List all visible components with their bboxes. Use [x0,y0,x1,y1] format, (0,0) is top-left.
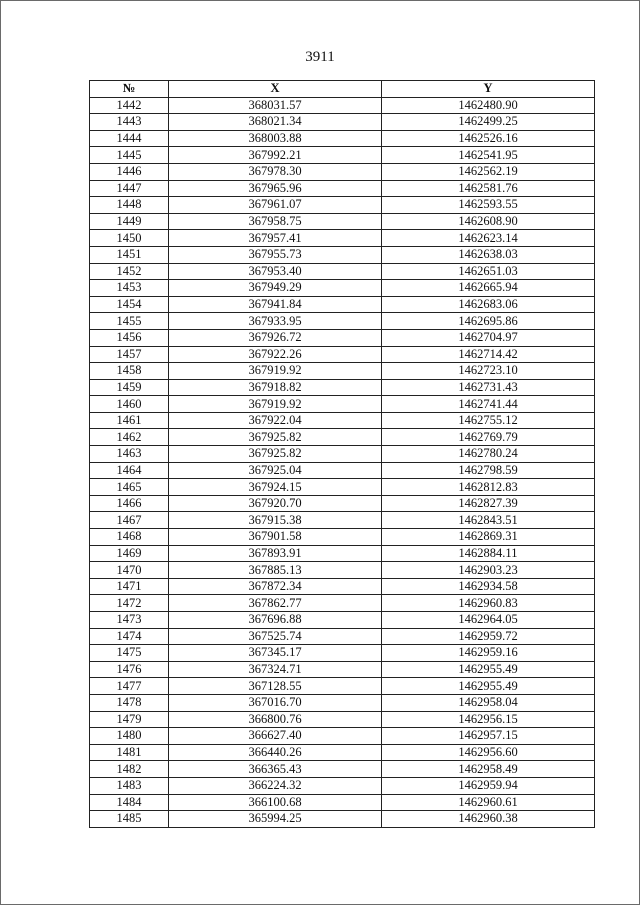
table-row [90,412,595,429]
table-row [90,678,595,695]
cell-x: 367016.70 [169,694,382,711]
cell-y: 1462714.42 [382,346,595,363]
cell-number: 1482 [90,761,169,778]
cell-y: 1462704.97 [382,329,595,346]
table-row [90,628,595,645]
cell-x: 366627.40 [169,728,382,745]
header-number: № [90,81,169,98]
cell-y: 1462541.95 [382,147,595,164]
cell-x: 367345.17 [169,645,382,662]
cell-y: 1462731.43 [382,379,595,396]
cell-number: 1471 [90,578,169,595]
table-row [90,163,595,180]
cell-x: 365994.25 [169,811,382,828]
header-x: X [169,81,382,98]
table-row [90,396,595,413]
table-row [90,462,595,479]
cell-y: 1462960.61 [382,794,595,811]
coordinates-table [89,80,595,828]
cell-y: 1462665.94 [382,280,595,297]
cell-y: 1462960.83 [382,595,595,612]
cell-y: 1462957.15 [382,728,595,745]
cell-number: 1474 [90,628,169,645]
cell-x: 366224.32 [169,777,382,794]
page-number: 3911 [305,49,335,65]
cell-x: 367949.29 [169,280,382,297]
table-row [90,246,595,263]
cell-x: 367965.96 [169,180,382,197]
cell-x: 367525.74 [169,628,382,645]
cell-x: 367978.30 [169,163,382,180]
cell-x: 368003.88 [169,130,382,147]
cell-number: 1453 [90,280,169,297]
cell-number: 1473 [90,612,169,629]
cell-number: 1446 [90,163,169,180]
cell-x: 367933.95 [169,313,382,330]
table-row [90,694,595,711]
cell-x: 366800.76 [169,711,382,728]
cell-y: 1462903.23 [382,562,595,579]
cell-number: 1477 [90,678,169,695]
cell-number: 1480 [90,728,169,745]
cell-y: 1462608.90 [382,213,595,230]
cell-x: 367992.21 [169,147,382,164]
table-row [90,529,595,546]
cell-number: 1449 [90,213,169,230]
table-row [90,612,595,629]
cell-x: 367919.92 [169,363,382,380]
cell-x: 367958.75 [169,213,382,230]
cell-y: 1462638.03 [382,246,595,263]
cell-y: 1462741.44 [382,396,595,413]
cell-x: 367324.71 [169,661,382,678]
cell-number: 1456 [90,329,169,346]
cell-y: 1462499.25 [382,114,595,131]
table-header-row [90,81,595,98]
cell-x: 368021.34 [169,114,382,131]
cell-y: 1462526.16 [382,130,595,147]
cell-number: 1455 [90,313,169,330]
table-row [90,744,595,761]
table-row [90,761,595,778]
cell-y: 1462695.86 [382,313,595,330]
cell-x: 367901.58 [169,529,382,546]
cell-y: 1462934.58 [382,578,595,595]
table-row [90,296,595,313]
table-row [90,578,595,595]
cell-x: 367872.34 [169,578,382,595]
cell-number: 1475 [90,645,169,662]
cell-y: 1462955.49 [382,661,595,678]
cell-x: 368031.57 [169,97,382,114]
table-row [90,130,595,147]
cell-y: 1462723.10 [382,363,595,380]
cell-y: 1462827.39 [382,495,595,512]
cell-number: 1478 [90,694,169,711]
table-row [90,479,595,496]
cell-y: 1462959.72 [382,628,595,645]
cell-number: 1460 [90,396,169,413]
table-row [90,645,595,662]
table-row [90,595,595,612]
table-row [90,562,595,579]
cell-number: 1444 [90,130,169,147]
cell-number: 1448 [90,197,169,214]
cell-number: 1443 [90,114,169,131]
cell-x: 367696.88 [169,612,382,629]
cell-number: 1483 [90,777,169,794]
cell-x: 367953.40 [169,263,382,280]
table-row [90,180,595,197]
cell-number: 1467 [90,512,169,529]
table-row [90,213,595,230]
cell-number: 1457 [90,346,169,363]
cell-x: 367941.84 [169,296,382,313]
cell-y: 1462956.15 [382,711,595,728]
cell-y: 1462593.55 [382,197,595,214]
table-row [90,114,595,131]
cell-x: 366365.43 [169,761,382,778]
cell-y: 1462562.19 [382,163,595,180]
cell-y: 1462623.14 [382,230,595,247]
cell-number: 1459 [90,379,169,396]
cell-x: 367885.13 [169,562,382,579]
cell-y: 1462956.60 [382,744,595,761]
table-row [90,495,595,512]
cell-y: 1462958.04 [382,694,595,711]
table-row [90,661,595,678]
cell-number: 1481 [90,744,169,761]
cell-number: 1468 [90,529,169,546]
cell-x: 367925.82 [169,446,382,463]
cell-number: 1469 [90,545,169,562]
cell-y: 1462683.06 [382,296,595,313]
cell-x: 367955.73 [169,246,382,263]
cell-x: 367862.77 [169,595,382,612]
table-row [90,263,595,280]
cell-y: 1462780.24 [382,446,595,463]
table-row [90,97,595,114]
header-y: Y [382,81,595,98]
cell-x: 367926.72 [169,329,382,346]
table-body [90,97,595,827]
table-row [90,429,595,446]
cell-y: 1462960.38 [382,811,595,828]
table-row [90,512,595,529]
cell-number: 1451 [90,246,169,263]
cell-y: 1462769.79 [382,429,595,446]
cell-number: 1470 [90,562,169,579]
cell-number: 1458 [90,363,169,380]
cell-y: 1462843.51 [382,512,595,529]
cell-number: 1466 [90,495,169,512]
cell-x: 366100.68 [169,794,382,811]
cell-y: 1462812.83 [382,479,595,496]
cell-number: 1442 [90,97,169,114]
cell-y: 1462798.59 [382,462,595,479]
cell-number: 1461 [90,412,169,429]
table-row [90,147,595,164]
cell-number: 1476 [90,661,169,678]
cell-x: 367957.41 [169,230,382,247]
table-row [90,379,595,396]
cell-x: 367922.26 [169,346,382,363]
cell-x: 367925.82 [169,429,382,446]
cell-x: 367922.04 [169,412,382,429]
cell-number: 1447 [90,180,169,197]
cell-number: 1450 [90,230,169,247]
table-row [90,197,595,214]
table-row [90,545,595,562]
cell-x: 367961.07 [169,197,382,214]
table-row [90,363,595,380]
table-row [90,346,595,363]
cell-x: 366440.26 [169,744,382,761]
table-row [90,711,595,728]
table-row [90,280,595,297]
cell-number: 1454 [90,296,169,313]
table-row [90,794,595,811]
cell-y: 1462755.12 [382,412,595,429]
cell-y: 1462869.31 [382,529,595,546]
cell-x: 367924.15 [169,479,382,496]
cell-x: 367919.92 [169,396,382,413]
cell-number: 1472 [90,595,169,612]
cell-y: 1462884.11 [382,545,595,562]
cell-y: 1462480.90 [382,97,595,114]
cell-y: 1462955.49 [382,678,595,695]
cell-number: 1452 [90,263,169,280]
cell-y: 1462581.76 [382,180,595,197]
table-row [90,777,595,794]
cell-x: 367128.55 [169,678,382,695]
table-row [90,313,595,330]
cell-number: 1463 [90,446,169,463]
cell-x: 367893.91 [169,545,382,562]
table-row [90,728,595,745]
table-row [90,230,595,247]
table-row [90,811,595,828]
cell-x: 367918.82 [169,379,382,396]
cell-y: 1462958.49 [382,761,595,778]
cell-y: 1462964.05 [382,612,595,629]
cell-x: 367915.38 [169,512,382,529]
cell-y: 1462959.94 [382,777,595,794]
cell-y: 1462959.16 [382,645,595,662]
cell-x: 367925.04 [169,462,382,479]
cell-number: 1445 [90,147,169,164]
cell-number: 1485 [90,811,169,828]
table-row [90,329,595,346]
cell-number: 1462 [90,429,169,446]
table-row [90,446,595,463]
cell-x: 367920.70 [169,495,382,512]
cell-number: 1464 [90,462,169,479]
cell-number: 1484 [90,794,169,811]
cell-number: 1479 [90,711,169,728]
cell-number: 1465 [90,479,169,496]
cell-y: 1462651.03 [382,263,595,280]
